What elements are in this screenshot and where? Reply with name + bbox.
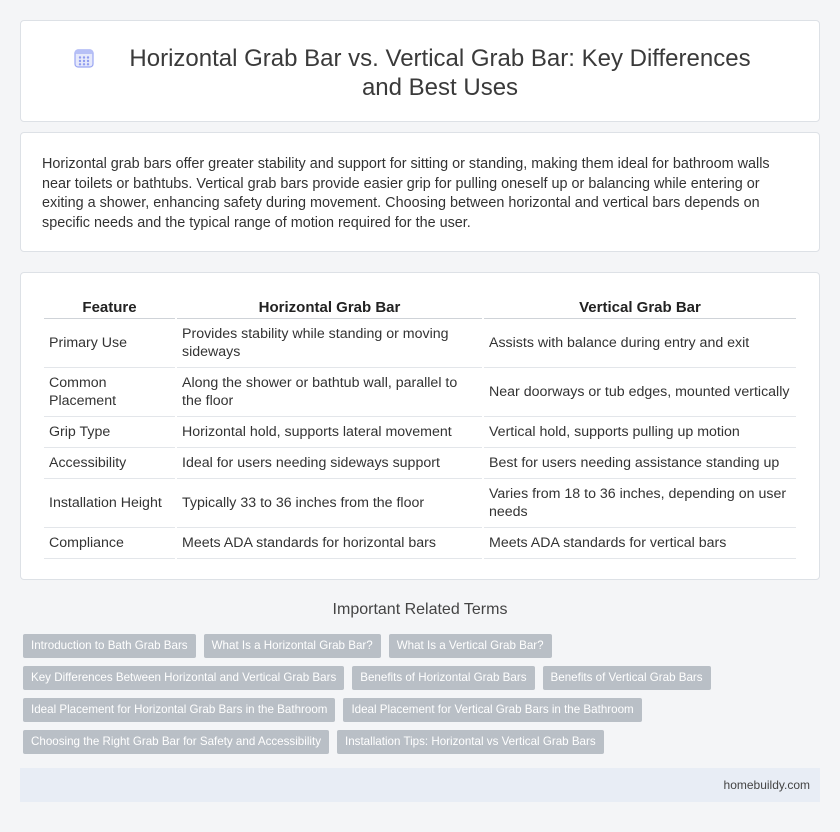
- cell-horizontal: Typically 33 to 36 inches from the floor: [177, 479, 482, 528]
- header-feature: Feature: [44, 295, 175, 319]
- cell-feature: Primary Use: [44, 319, 175, 368]
- tag-link[interactable]: What Is a Vertical Grab Bar?: [389, 634, 552, 658]
- tag-row: [23, 730, 823, 754]
- tag-link[interactable]: Installation Tips: Horizontal vs Vertical Grab Bars: [337, 730, 604, 754]
- table-row: [44, 528, 796, 559]
- comparison-card: [20, 272, 820, 580]
- cell-feature: Installation Height: [44, 479, 175, 528]
- comparison-table: [42, 295, 798, 559]
- tag-link[interactable]: Introduction to Bath Grab Bars: [23, 634, 196, 658]
- table-row: [44, 417, 796, 448]
- intro-paragraph: Horizontal grab bars offer greater stability and support for sitting or standing, making them ideal for bathroom walls near toilets or bathtubs. Vertical grab bars provide easier grip for pulling oneself up or balancing while entering or exiting a shower, enhancing safety during movement. Choosing between horizontal and vertical bars depends on specific needs and the typical range of motion required for the user.: [42, 156, 770, 231]
- footer-site-link[interactable]: homebuildy.com: [723, 778, 810, 792]
- tag-link[interactable]: Key Differences Between Horizontal and Vertical Grab Bars: [23, 666, 344, 690]
- tag-link[interactable]: Choosing the Right Grab Bar for Safety and Accessibility: [23, 730, 329, 754]
- cell-vertical: Assists with balance during entry and exit: [484, 319, 796, 368]
- tag-row: [23, 666, 823, 690]
- cell-horizontal: Horizontal hold, supports lateral movement: [177, 417, 482, 448]
- cell-feature: Compliance: [44, 528, 175, 559]
- tag-link[interactable]: Benefits of Vertical Grab Bars: [543, 666, 711, 690]
- title-wrap: [21, 44, 819, 102]
- tag-link[interactable]: Benefits of Horizontal Grab Bars: [352, 666, 534, 690]
- header-horizontal: Horizontal Grab Bar: [177, 295, 482, 319]
- cell-feature: Accessibility: [44, 448, 175, 479]
- cell-vertical: Best for users needing assistance standing up: [484, 448, 796, 479]
- tag-link[interactable]: Ideal Placement for Horizontal Grab Bars in the Bathroom: [23, 698, 335, 722]
- cell-vertical: Vertical hold, supports pulling up motion: [484, 417, 796, 448]
- cell-vertical: Near doorways or tub edges, mounted vertically: [484, 368, 796, 417]
- tag-row: [23, 634, 823, 658]
- tag-row: [23, 698, 823, 722]
- related-terms-tags: [23, 634, 823, 762]
- table-row: [44, 479, 796, 528]
- cell-vertical: Varies from 18 to 36 inches, depending on user needs: [484, 479, 796, 528]
- title-card: [20, 20, 820, 122]
- table-row: [44, 319, 796, 368]
- cell-feature: Grip Type: [44, 417, 175, 448]
- header-vertical: Vertical Grab Bar: [484, 295, 796, 319]
- related-terms-heading: Important Related Terms: [332, 601, 508, 618]
- page-title: Horizontal Grab Bar vs. Vertical Grab Bar: Key Differences and Best Uses: [129, 45, 751, 101]
- intro-card: [20, 132, 820, 252]
- cell-horizontal: Provides stability while standing or moving sideways: [177, 319, 482, 368]
- cell-horizontal: Along the shower or bathtub wall, parallel to the floor: [177, 368, 482, 417]
- cell-vertical: Meets ADA standards for vertical bars: [484, 528, 796, 559]
- table-row: [44, 368, 796, 417]
- tag-link[interactable]: Ideal Placement for Vertical Grab Bars in the Bathroom: [343, 698, 641, 722]
- cell-horizontal: Ideal for users needing sideways support: [177, 448, 482, 479]
- tag-link[interactable]: What Is a Horizontal Grab Bar?: [204, 634, 381, 658]
- table-row: [44, 448, 796, 479]
- cell-horizontal: Meets ADA standards for horizontal bars: [177, 528, 482, 559]
- table-header-row: [44, 295, 796, 319]
- footer: [20, 768, 820, 802]
- cell-feature: Common Placement: [44, 368, 175, 417]
